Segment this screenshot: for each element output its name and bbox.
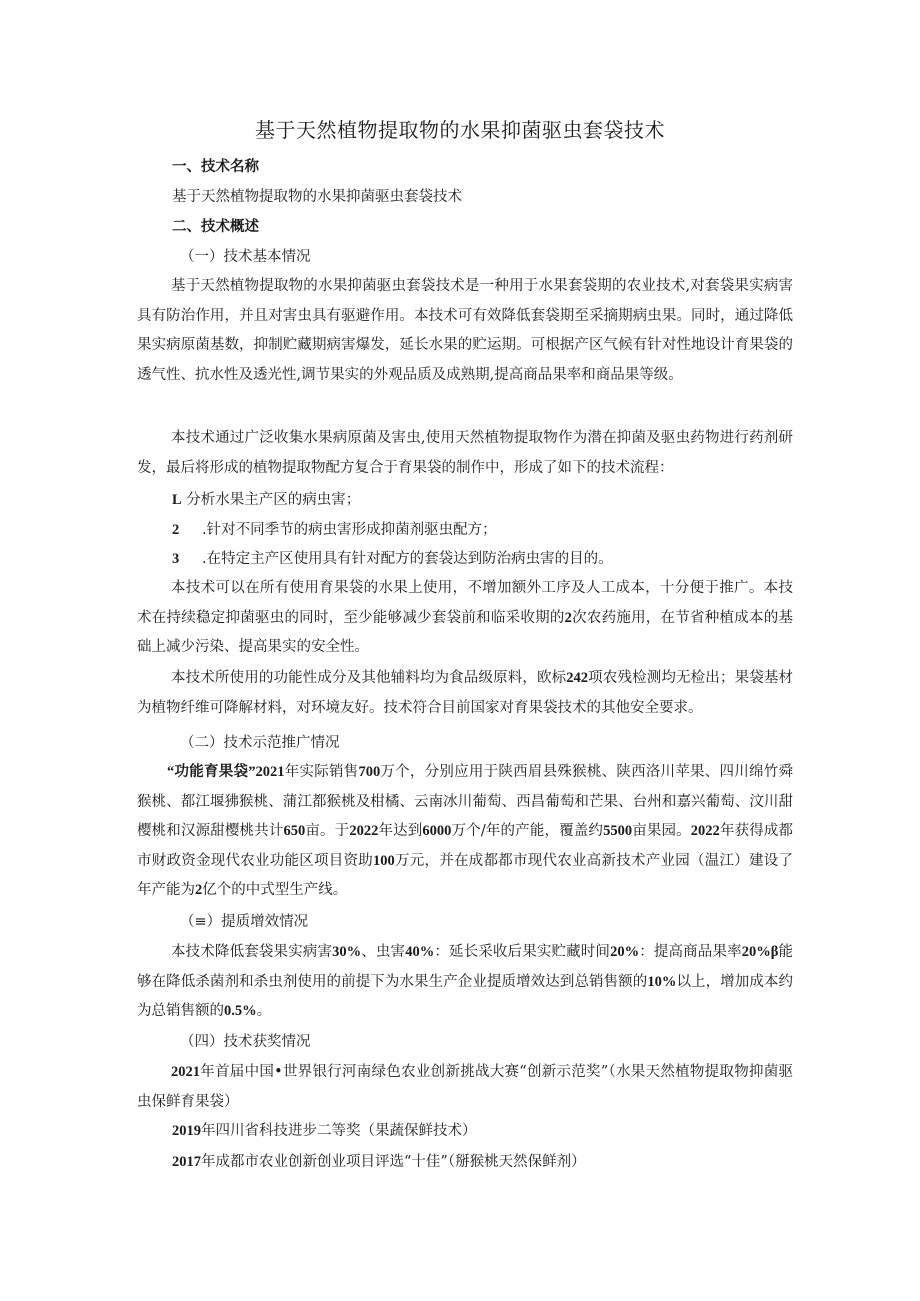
orchard-area: 5500 (603, 823, 633, 839)
step-3-number: 3 (172, 551, 180, 567)
demo-text-c: 万个，分别应用于陕西眉县殊猴桃、陕西洛川苹果、四川绵竹舜猴桃、都江堰狒猴桃、蒲江都猴桃及柑橘、云南冰川葡萄、西昌葡萄和芒果、台州和嘉兴葡萄、汶川甜樱桃和汉源甜樱桃共计 (137, 764, 794, 839)
process-step-2 (172, 520, 497, 540)
process-step-3 (172, 549, 613, 569)
funding-amount: 100 (373, 852, 395, 869)
pesticide-reduction-count: 2 (564, 609, 572, 626)
process-step-1 (172, 490, 360, 510)
demo-text-g: 亩果园。 (632, 823, 691, 839)
paragraph-quality (137, 938, 793, 1027)
award-3-text: 年成都市农业创新创业项目评选“十佳”（掰猴桃天然保鲜剂） (201, 1154, 586, 1170)
year-2022-b: 2022 (690, 823, 720, 839)
cost-increase: 0.5% (224, 1003, 257, 1019)
quality-text-e: 能够在降低杀菌剂和杀虫剂使用的前提下为水果生产企业提质增效达到总销售额的 (137, 944, 794, 990)
section-heading-overview: 二、技术概述 (172, 218, 259, 235)
subheading-awards: （四）技术获奖情况 (180, 1034, 311, 1050)
award-1-year: 2021 (171, 1064, 200, 1080)
demo-text-j: 亿个的中式型生产线。 (202, 882, 348, 898)
award-2-year: 2019 (172, 1123, 201, 1139)
demo-text-h: 年获得成都市财政资金现代农业功能区项目资助 (137, 823, 794, 869)
award-2 (172, 1121, 477, 1141)
demo-text-f: 万个/年的产能，覆盖约 (451, 823, 604, 839)
quality-text-f: 以上，增加成本约为总销售额的 (137, 973, 794, 1019)
quality-text-b: 、虫害 (361, 944, 406, 960)
product-name: “功能育果袋” (167, 764, 256, 780)
residue-test-count: 242 (566, 670, 589, 686)
step-2-number: 2 (172, 522, 180, 538)
quality-text-g: 。 (256, 1003, 272, 1019)
award-1 (137, 1058, 793, 1117)
step-3-text: .在特定主产区使用具有针对配方的套袋达到防治病虫害的目的。 (202, 551, 613, 567)
storage-extension: 20% (610, 944, 640, 960)
year-2021: 2021 (255, 764, 285, 780)
sales-count: 700 (358, 764, 381, 780)
disease-reduction: 30% (332, 944, 362, 960)
quality-text-c: ：延长采收后果实贮藏时间 (434, 944, 611, 960)
step-1-text: 分析水果主产区的病虫害； (186, 492, 361, 508)
paragraph-demonstration (137, 758, 793, 906)
promotion-ease-text-a: 本技术可以在所有使用育果袋的水果上使用，不增加额外工序及人工成本，十分便于推广。本技术在持续稳定抑菌驱虫的同时，至少能够减少套袋前和临采收期的 (137, 580, 793, 626)
step-2-text: .针对不同季节的病虫害形成抑菌剂驱虫配方； (202, 522, 497, 538)
subheading-demonstration: （二）技术示范推广情况 (180, 735, 340, 751)
line-capacity: 2 (195, 882, 203, 898)
demo-text-b: 年实际销售 (284, 764, 359, 780)
commodity-rate-suffix: β (770, 944, 779, 960)
demo-text-d: 亩。于 (305, 823, 350, 839)
demo-text-e: 年达到 (378, 823, 423, 839)
demo-text-i: 万元，并在成都都市现代农业高新技术产业园（温江）建设了年产能为 (137, 852, 793, 898)
safety-text-a: 本技术所使用的功能性成分及其他辅料均为食品级原料，欧标 (171, 670, 567, 686)
commodity-rate: 20% (741, 944, 771, 960)
capacity-count: 6000 (422, 823, 452, 839)
paragraph-basic-info: 基于天然植物提取物的水果抑菌驱虫套袋技术是一种用于水果套袋期的农业技术,对套袋果实病害具有防治作用，并且对害虫具有驱避作用。本技术可有效降低套袋期至采摘期病虫果。同时，通过降低果实病原菌基数，抑制贮藏期病害爆发，延长水果的贮运期。可根据产区气候有针对性地设计育果袋的透气性、抗水性及透光性,调节果实的外观品质及成熟期,提高商品果率和商品果等级。 (137, 278, 793, 383)
paragraph-safety (137, 664, 793, 723)
award-1-text: 年首届中国•世界银行河南绿色农业创新挑战大赛“创新示范奖”（水果天然植物提取物抑菌驱虫保鲜育果袋） (137, 1064, 793, 1110)
award-2-text: 年四川省科技进步二等奖（果蔬保鲜技术） (201, 1123, 477, 1139)
year-2022-a: 2022 (349, 823, 379, 839)
pest-reduction: 40% (405, 944, 435, 960)
step-1-number: L (172, 492, 182, 508)
paragraph-process-intro: 本技术通过广泛收集水果病原菌及害虫,使用天然植物提取物作为潜在抑菌及驱虫药物进行药剂研发，最后将形成的植物提取物配方复合于育果袋的制作中，形成了如下的技术流程： (137, 430, 793, 476)
award-3 (172, 1152, 586, 1172)
safety-text-b: 项农残检测均无检出；果袋基材为植物纤维可降解材料，对环境友好。技术符合目前国家对育果袋技术的其他安全要求。 (137, 670, 794, 716)
section-heading-tech-name: 一、技术名称 (172, 158, 259, 175)
revenue-gain: 10% (647, 973, 677, 990)
quality-text-a: 本技术降低套袋果实病害 (171, 944, 333, 960)
area-count: 650 (283, 823, 306, 839)
subheading-basic-info: （一）技术基本情况 (180, 249, 311, 265)
document-title: 基于天然植物提取物的水果抑菌驱虫套袋技术 (255, 118, 665, 142)
award-3-year: 2017 (172, 1154, 201, 1170)
promotion-ease-text-b: 次农药施用，在节省种植成本的基础上减少污染、提高果实的安全性。 (137, 609, 794, 655)
tech-name-text: 基于天然植物提取物的水果抑菌驱虫套袋技术 (172, 189, 462, 205)
subheading-quality: （≡）提质增效情况 (180, 914, 309, 930)
paragraph-promotion-ease (137, 574, 793, 663)
quality-text-d: ：提高商品果率 (639, 944, 742, 960)
